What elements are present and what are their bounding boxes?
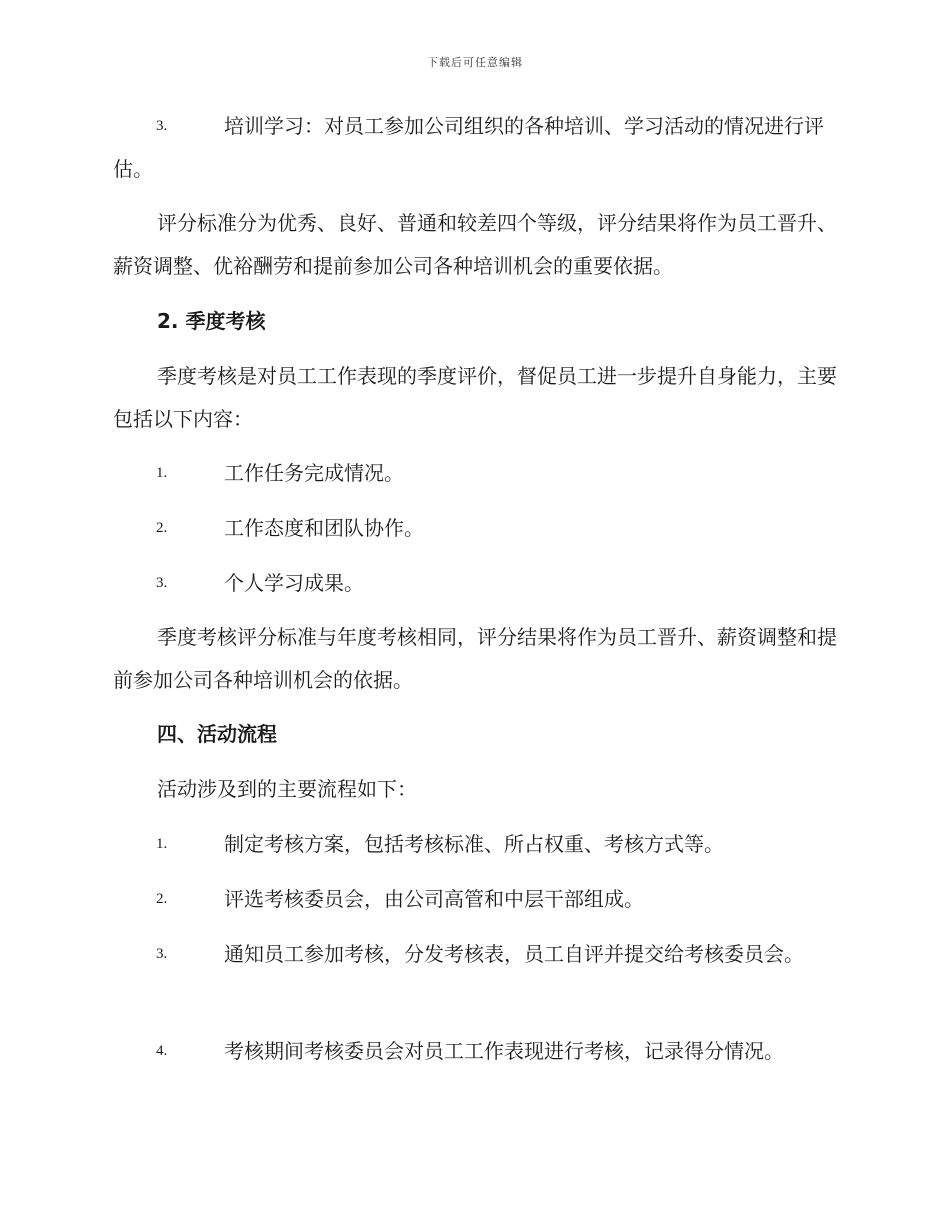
list-number: 2. [156, 520, 168, 536]
section-heading-quarterly: 2. 季度考核 [157, 309, 266, 333]
list-text: 考核期间考核委员会对员工工作表现进行考核，记录得分情况。 [224, 1039, 784, 1063]
list-number: 3. [156, 118, 168, 134]
page-header: 下载后可任意编辑 [427, 56, 523, 69]
list-item-process-4 [113, 1030, 837, 1073]
list-number: 1. [156, 465, 168, 481]
list-number: 4. [156, 1043, 168, 1059]
list-text: 评选考核委员会，由公司高管和中层干部组成。 [224, 887, 644, 911]
list-number: 2. [156, 891, 168, 907]
section-heading-process: 四、活动流程 [157, 722, 277, 746]
list-item-quarterly-3 [113, 562, 837, 605]
list-text: 制定考核方案，包括考核标准、所占权重、考核方式等。 [224, 832, 724, 856]
list-text: 个人学习成果。 [224, 571, 364, 595]
list-item-quarterly-1 [113, 452, 837, 495]
paragraph-process-intro: 活动涉及到的主要流程如下： [157, 777, 417, 801]
list-text: 工作态度和团队协作。 [224, 516, 424, 540]
list-number: 3. [156, 575, 168, 591]
list-text: 工作任务完成情况。 [224, 461, 404, 485]
list-item-process-3 [113, 933, 837, 976]
list-item-training [113, 105, 837, 191]
paragraph-quarterly-scoring: 季度考核评分标准与年度考核相同，评分结果将作为员工晋升、薪资调整和提前参加公司各种培训机会的依据。 [113, 625, 837, 692]
list-number: 3. [156, 946, 168, 962]
paragraph-quarterly-intro: 季度考核是对员工工作表现的季度评价，督促员工进一步提升自身能力，主要包括以下内容： [113, 364, 837, 431]
list-text: 培训学习：对员工参加公司组织的各种培训、学习活动的情况进行评估。 [113, 114, 824, 181]
list-text: 通知员工参加考核，分发考核表，员工自评并提交给考核委员会。 [224, 942, 804, 966]
paragraph-scoring: 评分标准分为优秀、良好、普通和较差四个等级，评分结果将作为员工晋升、薪资调整、优裕酬劳和提前参加公司各种培训机会的重要依据。 [113, 211, 837, 278]
list-item-process-2 [113, 878, 837, 921]
list-item-quarterly-2 [113, 507, 837, 550]
list-number: 1. [156, 836, 168, 852]
list-item-process-1 [113, 823, 837, 866]
